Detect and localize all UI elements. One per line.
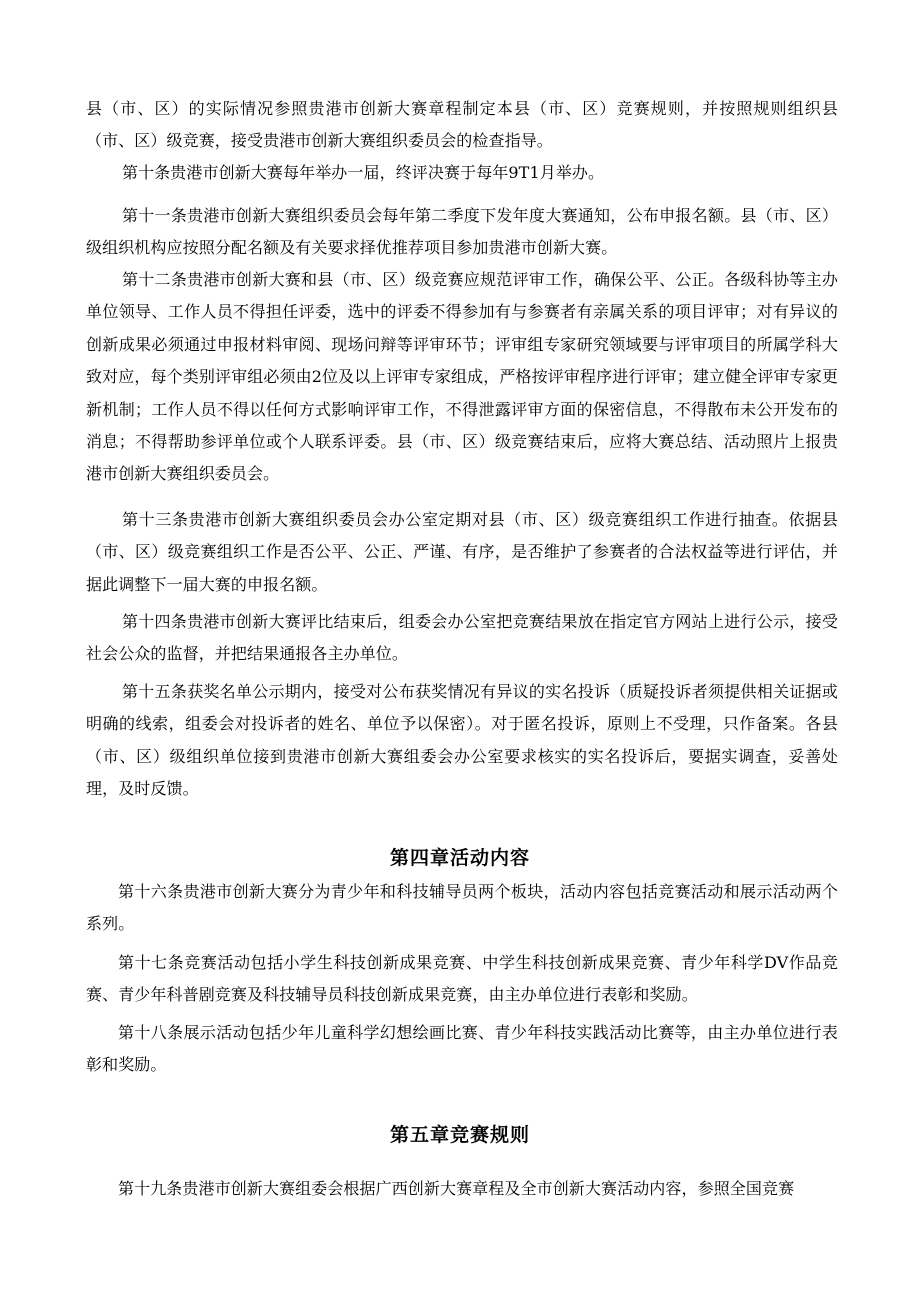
paragraph-article-11: 第十一条贵港市创新大赛组织委员会每年第二季度下发年度大赛通知，公布申报名额。县（市、区）级组织机构应按照分配名额及有关要求择优推荐项目参加贵港市创新大赛。	[86, 206, 838, 258]
paragraph-article-13: 第十三条贵港市创新大赛组织委员会办公室定期对县（市、区）级竞赛组织工作进行抽查。依据县（市、区）级竞赛组织工作是否公平、公正、严谨、有序，是否维护了参赛者的合法权益等进行评估，并据此调整下一届大赛的申报名额。	[86, 510, 838, 594]
chapter-5-heading: 第五章竞赛规则	[389, 1124, 530, 1146]
paragraph-article-16: 第十六条贵港市创新大赛分为青少年和科技辅导员两个板块，活动内容包括竞赛活动和展示活动两个系列。	[86, 882, 838, 934]
paragraph-article-14: 第十四条贵港市创新大赛评比结束后，组委会办公室把竞赛结果放在指定官方网站上进行公示，接受社会公众的监督，并把结果通报各主办单位。	[86, 612, 838, 664]
paragraph-article-15: 第十五条获奖名单公示期内，接受对公布获奖情况有异议的实名投诉（质疑投诉者须提供相关证据或明确的线索，组委会对投诉者的姓名、单位予以保密）。对于匿名投诉，原则上不受理，只作备案。各县（市、区）级组织单位接到贵港市创新大赛组委会办公室要求核实的实名投诉后，要据实调查，妥善处理，及时反馈。	[86, 682, 838, 799]
paragraph-article-18: 第十八条展示活动包括少年儿童科学幻想绘画比赛、青少年科技实践活动比赛等，由主办单位进行表彰和奖励。	[86, 1023, 838, 1075]
paragraph-county-rules: 县（市、区）的实际情况参照贵港市创新大赛章程制定本县（市、区）竞赛规则，并按照规则组织县（市、区）级竞赛，接受贵港市创新大赛组织委员会的检查指导。	[86, 99, 838, 151]
paragraph-article-10: 第十条贵港市创新大赛每年举办一届，终评决赛于每年9T1月举办。	[122, 163, 605, 182]
paragraph-article-12: 第十二条贵港市创新大赛和县（市、区）级竞赛应规范评审工作，确保公平、公正。各级科协等主办单位领导、工作人员不得担任评委，选中的评委不得参加有与参赛者有亲属关系的项目评审；对有异议的创新成果必须通过申报材料审阅、现场问辩等评审环节；评审组专家研究领域要与评审项目的所属学科大致对应，每个类别评审组必须由2位及以上评审专家组成，严格按评审程序进行评审；建立健全评审专家更新机制；工作人员不得以任何方式影响评审工作，不得泄露评审方面的保密信息，不得散布未公开发布的消息；不得帮助参评单位或个人联系评委。县（市、区）级竞赛结束后，应将大赛总结、活动照片上报贵港市创新大赛组织委员会。	[86, 270, 838, 484]
paragraph-article-17: 第十七条竞赛活动包括小学生科技创新成果竞赛、中学生科技创新成果竞赛、青少年科学DV作品竞赛、青少年科普剧竞赛及科技辅导员科技创新成果竞赛，由主办单位进行表彰和奖励。	[86, 953, 838, 1005]
paragraph-article-19: 第十九条贵港市创新大赛组委会根据广西创新大赛章程及全市创新大赛活动内容，参照全国竞赛	[118, 1179, 795, 1198]
chapter-4-heading: 第四章活动内容	[389, 847, 530, 869]
